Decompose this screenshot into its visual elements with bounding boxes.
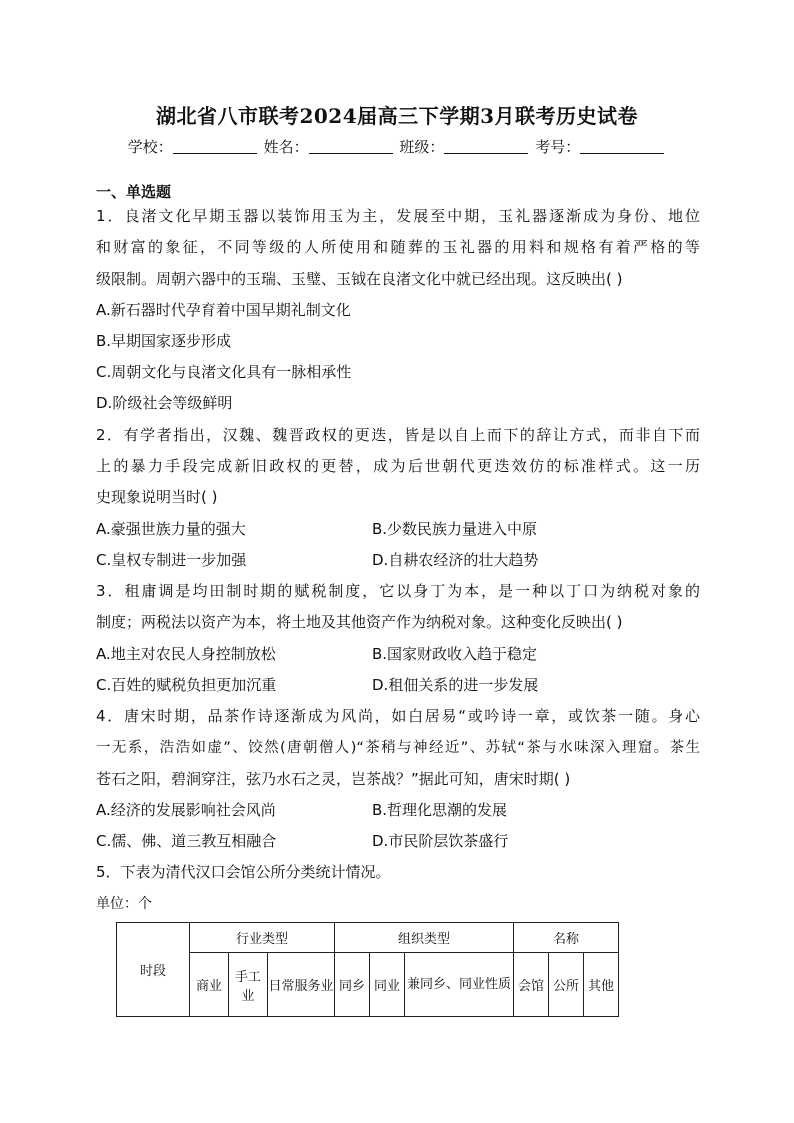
class-label: 班级：	[399, 138, 445, 156]
question-4-option-d[interactable]: D.市民阶层饮茶盛行	[372, 832, 509, 850]
question-4-option-b[interactable]: B.哲理化思潮的发展	[372, 801, 508, 819]
table-col-both: 兼同乡、同业性质	[405, 953, 514, 1017]
question-3-option-a[interactable]: A.地主对农民人身控制放松	[96, 645, 276, 663]
unit-label: 单位：个	[96, 896, 152, 912]
question-3-line-1: 3．租庸调是均田制时期的赋税制度，它以身丁为本，是一种以丁口为纳税对象的	[96, 582, 700, 600]
question-3-option-c[interactable]: C.百姓的赋税负担更加沉重	[96, 676, 277, 694]
question-3-option-b[interactable]: B.国家财政收入趋于稳定	[372, 645, 538, 663]
table-col-commerce: 商业	[190, 953, 229, 1017]
question-2-option-d[interactable]: D.自耕农经济的壮大趋势	[372, 551, 539, 569]
question-1-option-a[interactable]: A.新石器时代孕育着中国早期礼制文化	[96, 301, 351, 319]
question-2-option-c[interactable]: C.皇权专制进一步加强	[96, 551, 247, 569]
section-heading: 一、单选题	[96, 183, 172, 201]
table-col-same-hometown: 同乡	[335, 953, 370, 1017]
school-label: 学校：	[127, 138, 173, 156]
table-col-handicraft: 手工业	[229, 953, 268, 1017]
question-3-line-2: 制度；两税法以资产为本，将土地及其他资产作为纳税对象。这种变化反映出( )	[96, 613, 623, 631]
name-label: 姓名：	[263, 138, 309, 156]
question-1-line-3: 级限制。周朝六器中的玉瑞、玉璧、玉钺在良渚文化中就已经出现。这反映出( )	[96, 270, 623, 288]
table-col-other: 其他	[584, 953, 619, 1017]
question-1-line-2: 和财富的象征，不同等级的人所使用和随葬的玉礼器的用料和规格有着严格的等	[96, 238, 700, 256]
page-title: 湖北省八市联考2024届高三下学期3月联考历史试卷	[155, 104, 639, 128]
question-2-option-b[interactable]: B.少数民族力量进入中原	[372, 520, 538, 538]
question-2-option-a[interactable]: A.豪强世族力量的强大	[96, 520, 246, 538]
table-header-org: 组织类型	[335, 923, 514, 953]
school-blank[interactable]	[173, 139, 257, 154]
question-2-line-2: 上的暴力手段完成新旧政权的更替，成为后世朝代更迭效仿的标准样式。这一历	[96, 457, 700, 475]
table-col-guild-hall: 会馆	[514, 953, 549, 1017]
question-4-option-c[interactable]: C.儒、佛、道三教互相融合	[96, 832, 277, 850]
question-1-option-c[interactable]: C.周朝文化与良渚文化具有一脉相承性	[96, 363, 352, 381]
question-4-line-3: 苍石之阳，碧涧穿注，弦乃水石之灵，岂茶战？”据此可知，唐宋时期( )	[96, 770, 571, 788]
class-blank[interactable]	[444, 139, 528, 154]
exam-no-label: 考号：	[535, 138, 581, 156]
table-col-same-trade: 同业	[370, 953, 405, 1017]
question-4-option-a[interactable]: A.经济的发展影响社会风尚	[96, 801, 276, 819]
question-1-option-d[interactable]: D.阶级社会等级鲜明	[96, 394, 233, 412]
question-1-option-b[interactable]: B.早期国家逐步形成	[96, 332, 232, 350]
table-header-name: 名称	[514, 923, 619, 953]
question-2-line-3: 史现象说明当时( )	[96, 488, 218, 506]
table-col-public-office: 公所	[549, 953, 584, 1017]
question-2-line-1: 2．有学者指出，汉魏、魏晋政权的更迭，皆是以自上而下的辞让方式，而非自下而	[96, 426, 700, 444]
exam-no-blank[interactable]	[580, 139, 664, 154]
question-1-line-1: 1．良渚文化早期玉器以装饰用玉为主，发展至中期，玉礼器逐渐成为身份、地位	[96, 207, 700, 225]
question-4-line-1: 4．唐宋时期，品茶作诗逐渐成为风尚，如白居易“或吟诗一章，或饮茶一随。身心	[96, 707, 700, 725]
statistics-table	[116, 922, 619, 1017]
question-3-option-d[interactable]: D.租佃关系的进一步发展	[372, 676, 539, 694]
table-col-daily-service: 日常服务业	[268, 953, 335, 1017]
question-5-line-1: 5．下表为清代汉口会馆公所分类统计情况。	[96, 863, 391, 881]
name-blank[interactable]	[309, 139, 393, 154]
student-info-line	[0, 136, 794, 157]
question-4-line-2: 一无系，浩浩如虚”、饺然(唐朝僧人)“茶稍与神经近”、苏轼“茶与水味深入理窟。茶生	[96, 740, 700, 756]
table-header-industry: 行业类型	[190, 923, 335, 953]
table-header-period: 时段	[117, 923, 190, 1017]
